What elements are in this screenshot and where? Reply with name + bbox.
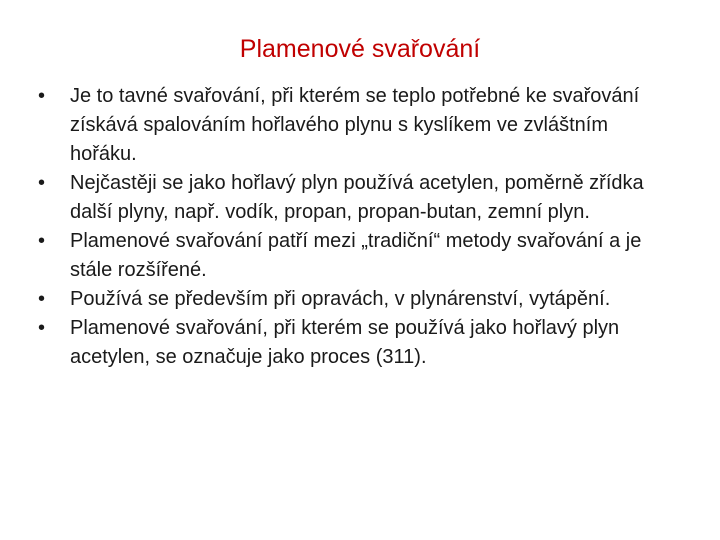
bullet-icon: • <box>38 230 46 252</box>
list-item <box>38 169 678 227</box>
list-item-text: Je to tavné svařování, při kterém se teplo potřebné ke svařování získává spalováním hořlavého plynu s kyslíkem ve zvláštním hořáku. <box>70 85 640 165</box>
list-item <box>38 227 678 285</box>
list-item <box>38 82 678 169</box>
bullet-icon: • <box>38 317 46 339</box>
list-item <box>38 314 678 372</box>
list-item-text: Nejčastěji se jako hořlavý plyn používá acetylen, poměrně zřídka další plyny, např. vodík, propan, propan-butan, zemní plyn. <box>70 172 644 223</box>
list-item-text: Plamenové svařování patří mezi „tradiční“ metody svařování a je stále rozšířené. <box>70 230 642 281</box>
bullet-icon: • <box>38 172 46 194</box>
bullet-icon: • <box>38 288 46 310</box>
bullet-list <box>38 82 678 372</box>
bullet-icon: • <box>38 85 46 107</box>
slide-title: Plamenové svařování <box>239 35 481 63</box>
list-item-text: Plamenové svařování, při kterém se používá jako hořlavý plyn acetylen, se označuje jako proces (311). <box>70 317 620 368</box>
list-item-text: Používá se především při opravách, v plynárenství, vytápění. <box>70 288 611 310</box>
list-item <box>38 285 678 314</box>
